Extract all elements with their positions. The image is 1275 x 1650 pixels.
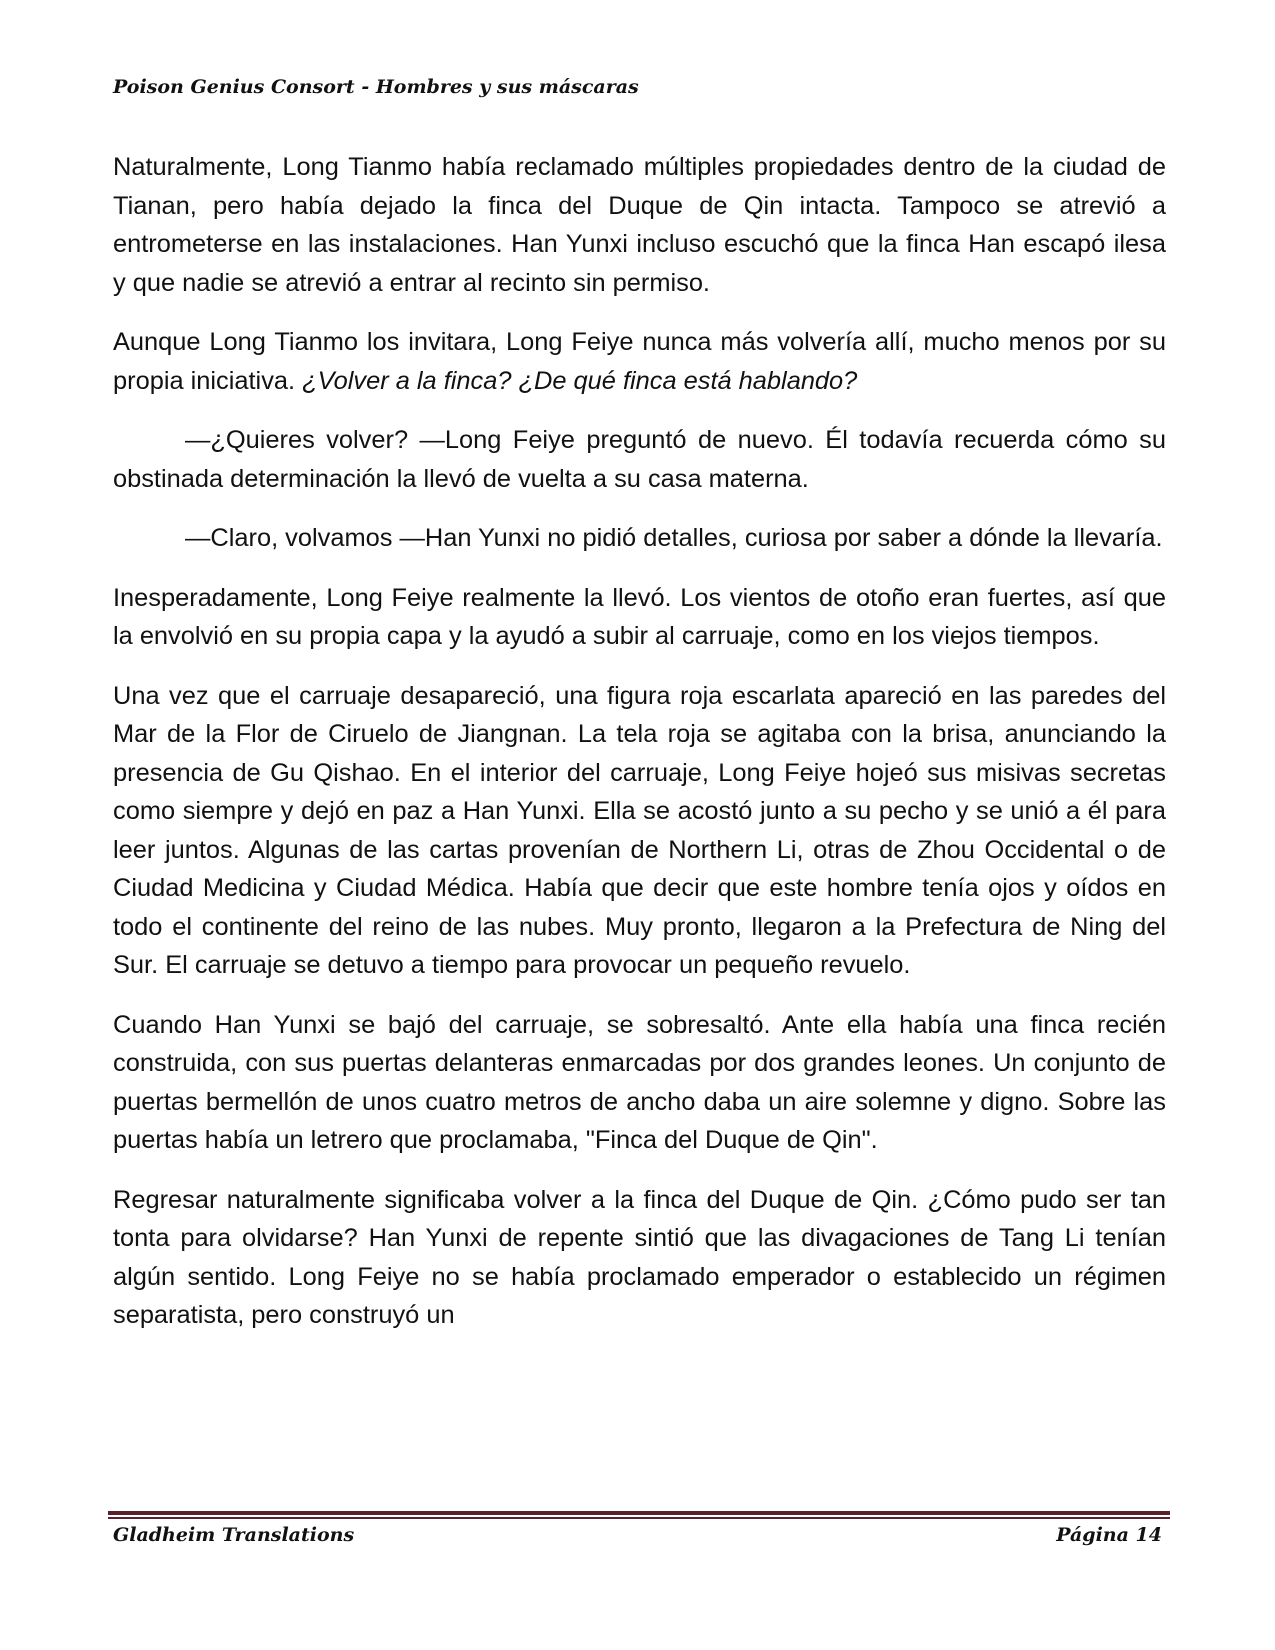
paragraph: Cuando Han Yunxi se bajó del carruaje, se sobresaltó. Ante ella había una finca recién construida, con sus puertas delanteras enmarcadas por dos grandes leones. Un conjunto de puertas bermellón de unos cuatro metros de ancho daba un aire solemne y digno. Sobre las puertas había un letrero que proclamaba, "Finca del Duque de Qin". [113, 1010, 1166, 1154]
footer-divider [108, 1511, 1170, 1519]
paragraph: Inesperadamente, Long Feiye realmente la llevó. Los vientos de otoño eran fuertes, así que la envolvió en su propia capa y la ayudó a subir al carruaje, como en los viejos tiempos. [113, 583, 1166, 650]
dialogue-paragraph: —¿Quieres volver? —Long Feiye preguntó de nuevo. Él todavía recuerda cómo su obstinada determinación la llevó de vuelta a su casa materna. [113, 426, 1166, 493]
paragraph: Una vez que el carruaje desapareció, una figura roja escarlata apareció en las paredes del Mar de la Flor de Ciruelo de Jiangnan. La tela roja se agitaba con la brisa, anunciando la presencia de Gu Qishao. En el interior del carruaje, Long Feiye hojeó sus misivas secretas como siempre y dejó en paz a Han Yunxi. Ella se acostó junto a su pecho y se unió a él para leer juntos. Algunas de las cartas provenían de Northern Li, otras de Zhou Occidental o de Ciudad Medicina y Ciudad Médica. Había que decir que este hombre tenía ojos y oídos en todo el continente del reino de las nubes. Muy pronto, llegaron a la Prefectura de Ning del Sur. El carruaje se detuvo a tiempo para provocar un pequeño revuelo. [113, 681, 1166, 979]
page-header: Poison Genius Consort - Hombres y sus máscaras [113, 76, 639, 98]
dialogue-paragraph: —Claro, volvamos —Han Yunxi no pidió detalles, curiosa por saber a dónde la llevaría. [185, 524, 1163, 552]
paragraph-text: Aunque Long Tianmo los invitara, Long Feiye nunca más volvería allí, mucho menos por su propia iniciativa. [113, 328, 1166, 395]
paragraph [113, 323, 1166, 400]
footer-publisher: Gladheim Translations [113, 1524, 355, 1546]
paragraph: Regresar naturalmente significaba volver a la finca del Duque de Qin. ¿Cómo pudo ser tan tonta para olvidarse? Han Yunxi de repente sintió que las divagaciones de Tang Li tenían algún sentido. Long Feiye no se había proclamado emperador o establecido un régimen separatista, pero construyó un [113, 1185, 1166, 1329]
page-number: Página 14 [1056, 1524, 1162, 1546]
document-body [113, 148, 1166, 1356]
paragraph: Naturalmente, Long Tianmo había reclamado múltiples propiedades dentro de la ciudad de Tianan, pero había dejado la finca del Duque de Qin intacta. Tampoco se atrevió a entrometerse en las instalaciones. Han Yunxi incluso escuchó que la finca Han escapó ilesa y que nadie se atrevió a entrar al recinto sin permiso. [113, 153, 1166, 297]
italic-thought: ¿Volver a la finca? ¿De qué finca está hablando? [302, 366, 858, 395]
